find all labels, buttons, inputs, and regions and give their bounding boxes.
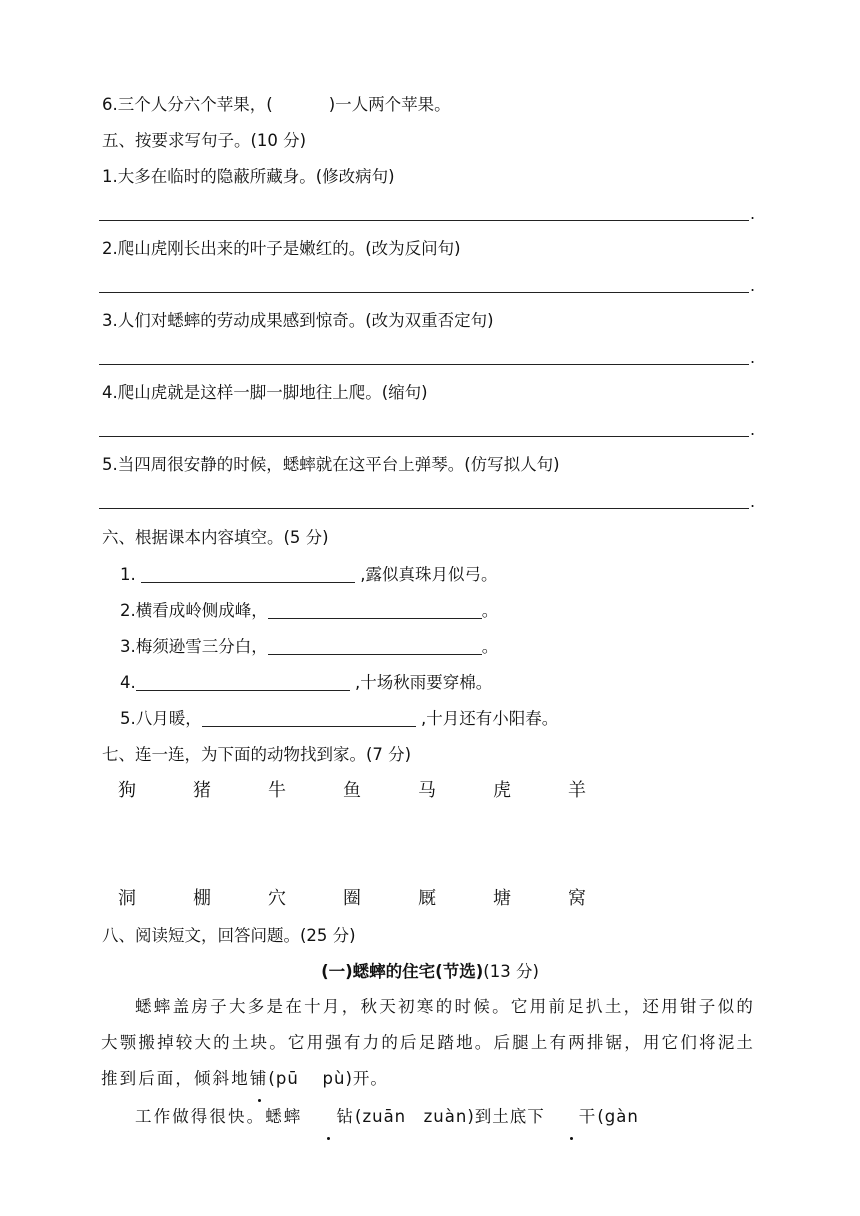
home-4[interactable]: 圈 — [343, 888, 361, 909]
s5-item-3: 3.人们对蟋蟀的劳动成果感到惊奇。(改为双重否定句) — [102, 311, 494, 330]
s6-item-5-post: ,十月还有小阳春。 — [415, 709, 559, 728]
s5-answer-line-5[interactable] — [99, 508, 749, 509]
passage-line-1: 蟋蟀盖房子大多是在十月，秋天初寒的时候。它用前足扒土，还用钳子似的 — [135, 997, 755, 1016]
s6-item-4-post: ,十场秋雨要穿棉。 — [349, 673, 493, 692]
s6-item-2 — [120, 600, 498, 622]
emphasis-char-zuan: 钻 — [302, 1099, 355, 1135]
s6-item-1 — [120, 564, 498, 586]
s6-item-4-pre: 4. — [120, 673, 136, 692]
s6-item-2-pre: 2.横看成岭侧成峰， — [120, 601, 268, 620]
s5-answer-line-2[interactable] — [99, 292, 749, 293]
s5-period-1: . — [750, 204, 756, 223]
s5-item-1: 1.大多在临时的隐蔽所藏身。(修改病句) — [102, 167, 395, 186]
animal-7[interactable]: 羊 — [568, 780, 586, 801]
s6-item-5 — [120, 708, 558, 730]
s5-item-4: 4.爬山虎就是这样一脚一脚地往上爬。(缩句) — [102, 383, 428, 402]
section-8-heading: 八、阅读短文，回答问题。(25 分) — [102, 926, 356, 945]
animal-2[interactable]: 猪 — [193, 780, 211, 801]
s6-item-5-pre: 5.八月暖， — [120, 709, 202, 728]
s5-item-5: 5.当四周很安静的时候，蟋蟀就在这平台上弹琴。(仿写拟人句) — [102, 455, 560, 474]
animal-1[interactable]: 狗 — [118, 780, 136, 801]
pinyin-options-pu: (pū pù)开。 — [268, 1069, 388, 1088]
s6-item-2-post: 。 — [481, 601, 499, 620]
home-1[interactable]: 洞 — [118, 888, 136, 909]
home-3[interactable]: 穴 — [268, 888, 286, 909]
s5-answer-line-3[interactable] — [99, 364, 749, 365]
emphasis-char-gan: 干 — [545, 1099, 598, 1135]
s5-period-5: . — [750, 492, 756, 511]
pinyin-options-zuan: (zuān zuàn)到土底下 — [355, 1107, 545, 1126]
s6-item-1-post: ,露似真珠月似弓。 — [355, 565, 498, 584]
section-7-heading: 七、连一连，为下面的动物找到家。(7 分) — [102, 745, 412, 764]
s6-blank-2[interactable] — [268, 600, 482, 619]
s5-item-2: 2.爬山虎刚长出来的叶子是嫩红的。(改为反问句) — [102, 239, 461, 258]
home-5[interactable]: 厩 — [418, 888, 436, 909]
passage-score: (13 分) — [483, 962, 539, 981]
pinyin-options-gan: (gàn — [597, 1107, 639, 1126]
passage-title-text: (一)蟋蟀的住宅(节选) — [321, 962, 484, 981]
s6-blank-3[interactable] — [268, 636, 482, 655]
animal-5[interactable]: 马 — [418, 780, 436, 801]
passage-line-4a: 工作做得很快。蟋蟀 — [135, 1107, 303, 1126]
home-2[interactable]: 棚 — [193, 888, 211, 909]
s6-item-3-pre: 3.梅须逊雪三分白， — [120, 637, 268, 656]
s5-period-3: . — [750, 348, 756, 367]
passage-title — [0, 961, 860, 983]
emphasis-char-pu: 铺 — [250, 1061, 269, 1097]
s6-item-3-post: 。 — [481, 637, 499, 656]
s6-item-3 — [120, 636, 498, 658]
passage-line-4 — [101, 1099, 755, 1135]
passage-line-2: 大颚搬掉较大的土块。它用强有力的后足踏地。后腿上有两排锯，用它们将泥土 — [101, 1033, 755, 1052]
question-6-line — [102, 94, 451, 116]
section-5-heading: 五、按要求写句子。(10 分) — [102, 131, 307, 150]
s6-blank-5[interactable] — [202, 708, 416, 727]
q6-before: 6.三个人分六个苹果，( — [102, 95, 273, 114]
s5-answer-line-4[interactable] — [99, 436, 749, 437]
s5-answer-line-1[interactable] — [99, 220, 749, 221]
section-6-heading: 六、根据课本内容填空。(5 分) — [102, 528, 329, 547]
s6-blank-4[interactable] — [136, 672, 350, 691]
s5-period-4: . — [750, 420, 756, 439]
s6-blank-1[interactable] — [141, 564, 355, 583]
home-7[interactable]: 窝 — [568, 888, 586, 909]
s6-item-1-pre: 1. — [120, 565, 141, 584]
passage-line-3a: 推到后面，倾斜地 — [101, 1069, 250, 1088]
animal-4[interactable]: 鱼 — [343, 780, 361, 801]
s6-item-4 — [120, 672, 492, 694]
home-6[interactable]: 塘 — [493, 888, 511, 909]
s5-period-2: . — [750, 276, 756, 295]
passage-line-3 — [101, 1061, 755, 1097]
animal-6[interactable]: 虎 — [493, 780, 511, 801]
q6-after: )一人两个苹果。 — [328, 95, 451, 114]
animal-3[interactable]: 牛 — [268, 780, 286, 801]
